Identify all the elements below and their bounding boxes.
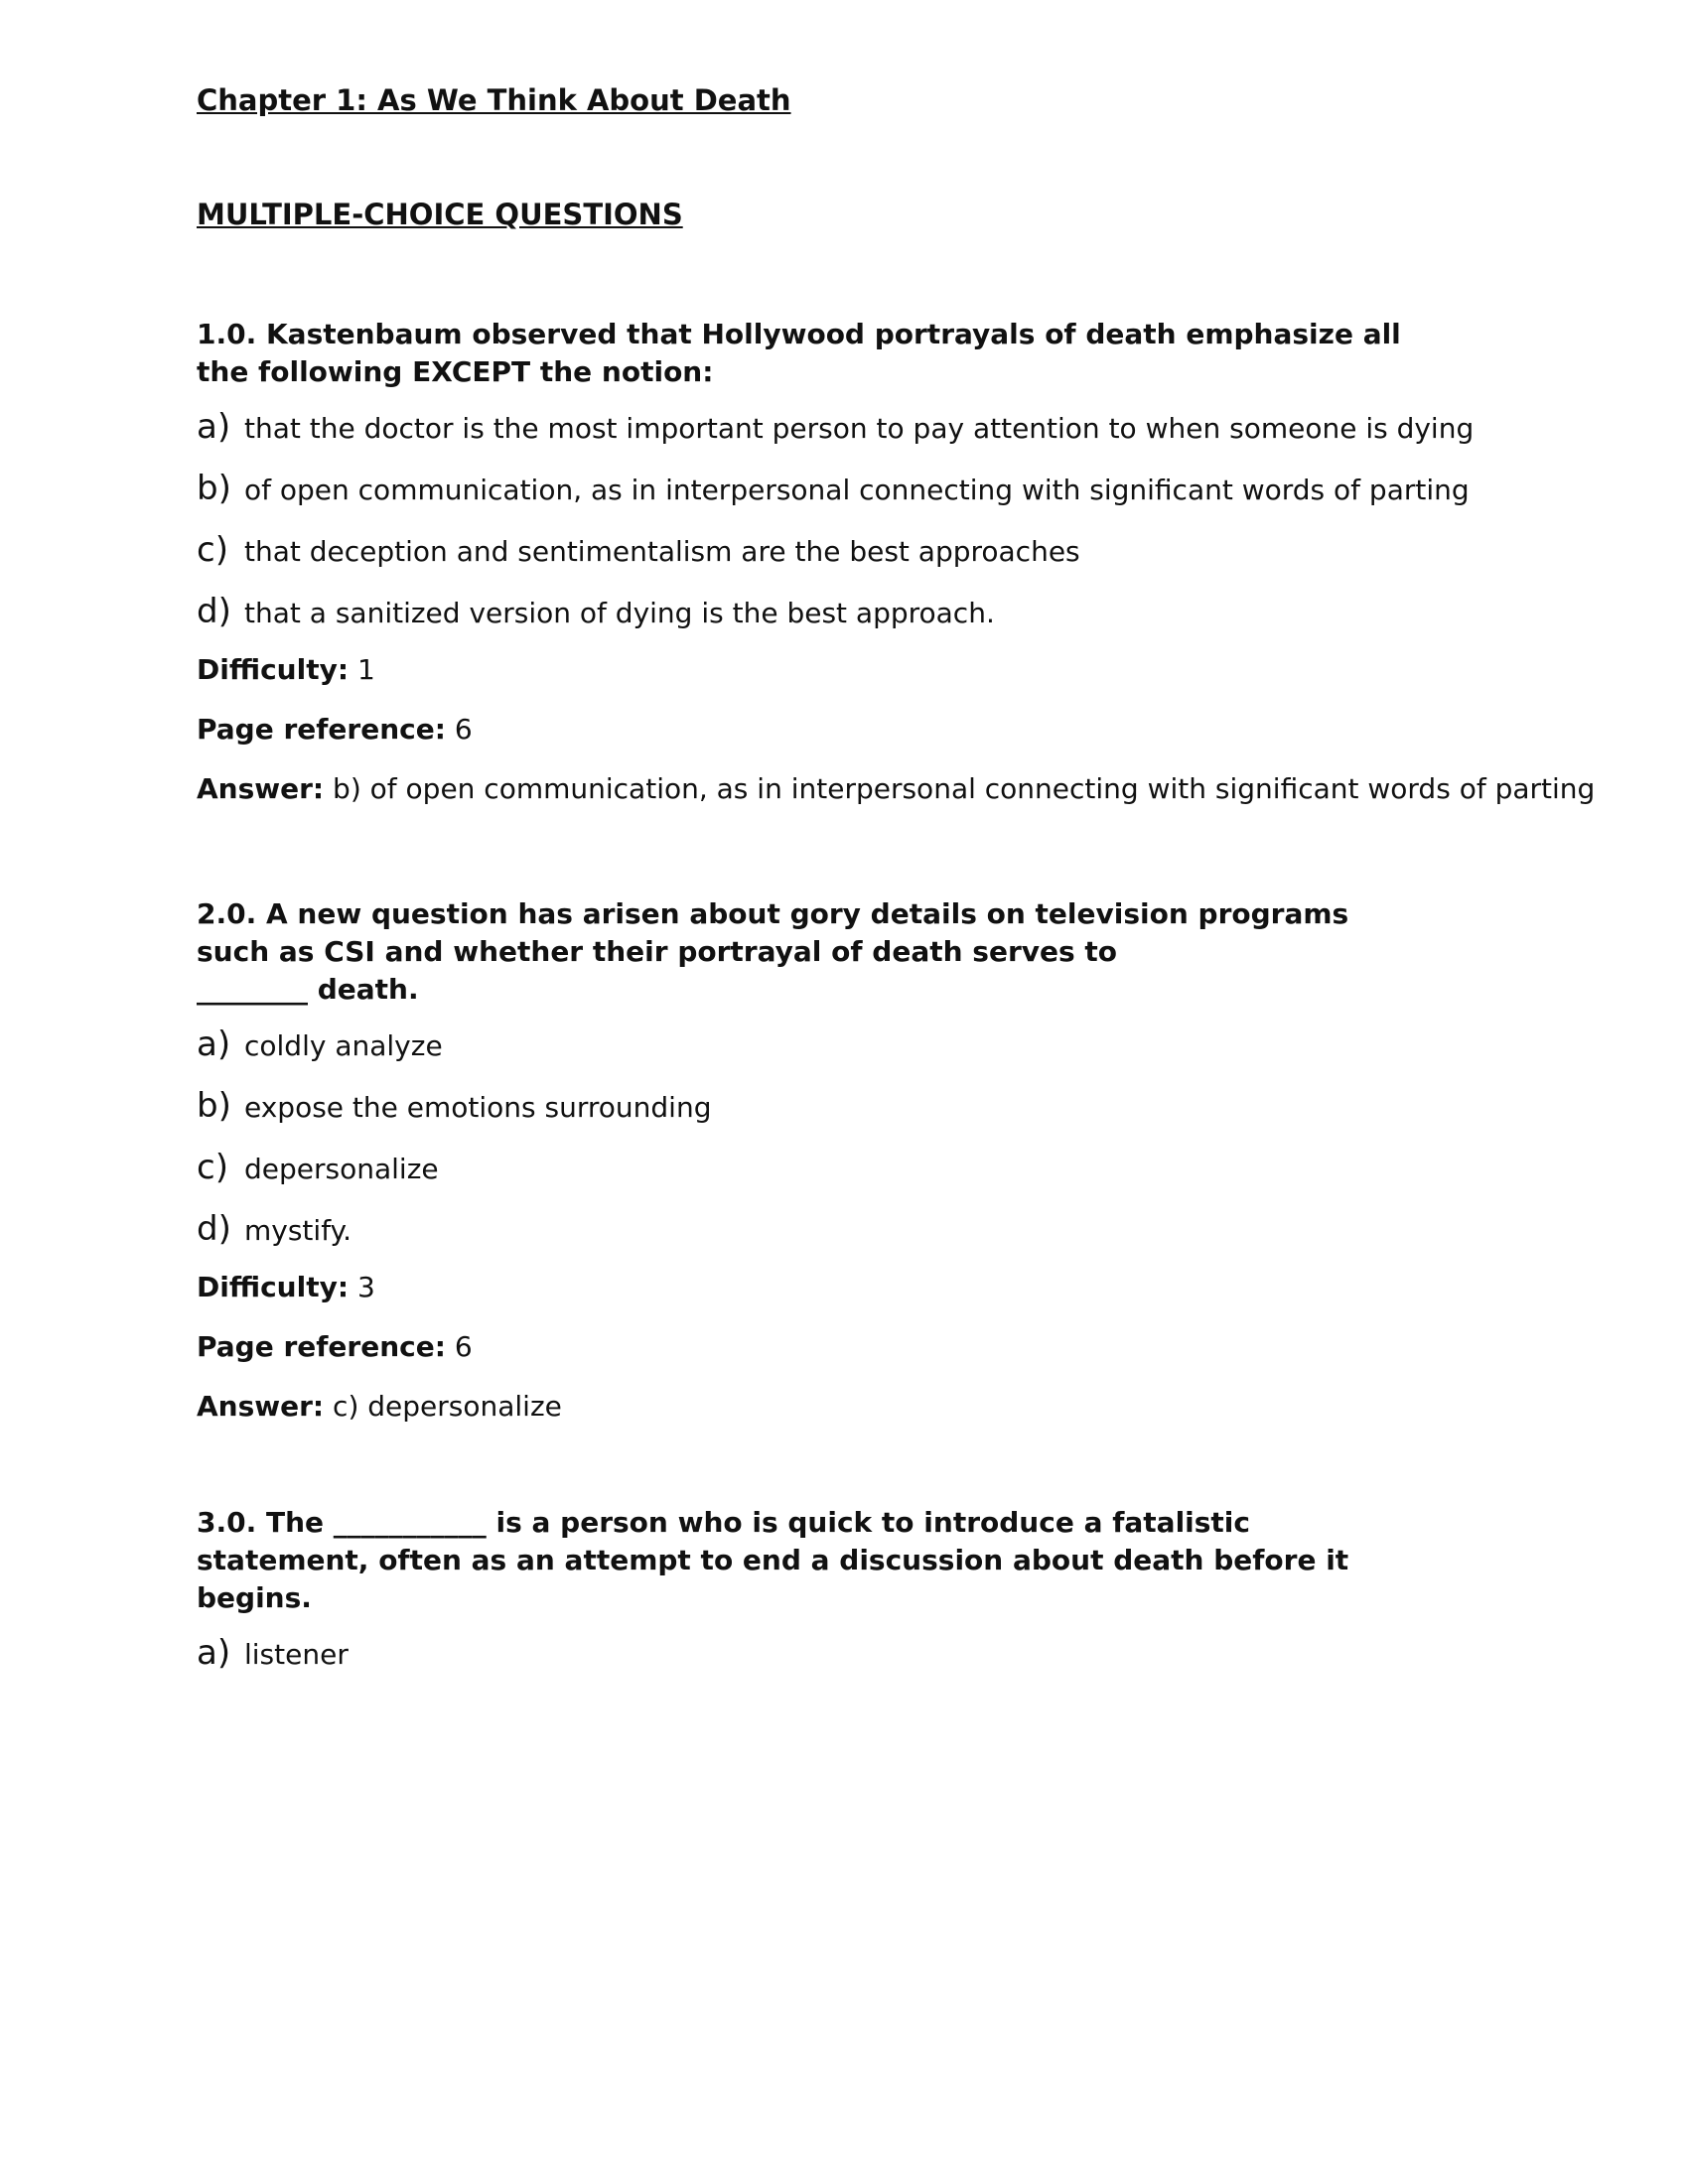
option-c <box>197 530 1547 592</box>
option-text: of open communication, as in interpersonal connecting with significant words of parting <box>244 474 1470 506</box>
option-text: listener <box>244 1638 349 1671</box>
question-3 <box>197 1504 1547 1695</box>
option-a <box>197 407 1547 469</box>
question-stem: 1.0. Kastenbaum observed that Hollywood portrayals of death emphasize all the following EXCEPT the notion: <box>197 318 1401 388</box>
answer-label: Answer: <box>197 772 325 805</box>
section-title: MULTIPLE-CHOICE QUESTIONS <box>197 198 683 231</box>
option-b <box>197 1086 1547 1148</box>
option-text: coldly analyze <box>244 1029 443 1062</box>
option-text: that deception and sentimentalism are the best approaches <box>244 535 1080 568</box>
question-1 <box>197 316 1596 832</box>
option-c <box>197 1148 1547 1209</box>
option-text: depersonalize <box>244 1153 439 1185</box>
option-letter: c) <box>197 530 228 570</box>
difficulty-label: Difficulty: <box>197 1271 350 1303</box>
option-b <box>197 469 1547 530</box>
answer <box>197 772 1596 832</box>
difficulty <box>197 1271 1547 1330</box>
option-letter: c) <box>197 1148 228 1187</box>
option-letter: a) <box>197 1633 231 1673</box>
option-letter: b) <box>197 1086 231 1126</box>
option-letter: d) <box>197 592 231 631</box>
option-d <box>197 592 1547 653</box>
page-reference-value: 6 <box>454 1330 473 1363</box>
option-letter: b) <box>197 469 231 508</box>
page-reference <box>197 1330 1547 1390</box>
answer-value: b) of open communication, as in interpersonal connecting with significant words of parting <box>333 772 1596 805</box>
option-text: that a sanitized version of dying is the best approach. <box>244 597 995 629</box>
option-a <box>197 1024 1547 1086</box>
option-text: that the doctor is the most important person to pay attention to when someone is dying <box>244 412 1475 445</box>
answer <box>197 1390 1547 1449</box>
option-a <box>197 1633 1547 1695</box>
question-stem: 2.0. A new question has arisen about gory details on television programs such as CSI and whether their portrayal of death serves to ________ death. <box>197 897 1349 1006</box>
option-text: expose the emotions surrounding <box>244 1091 712 1124</box>
question-2 <box>197 895 1547 1449</box>
difficulty <box>197 653 1547 713</box>
option-letter: a) <box>197 407 231 447</box>
difficulty-value: 3 <box>356 1271 375 1303</box>
answer-value: c) depersonalize <box>333 1390 562 1423</box>
page-reference-label: Page reference: <box>197 1330 446 1363</box>
difficulty-value: 1 <box>356 653 375 686</box>
question-stem: 3.0. The ___________ is a person who is quick to introduce a fatalistic statement, often as an attempt to end a discussion about death before it begins. <box>197 1506 1349 1614</box>
option-text: mystify. <box>244 1214 352 1247</box>
page-reference-value: 6 <box>454 713 473 746</box>
answer-label: Answer: <box>197 1390 325 1423</box>
chapter-title: Chapter 1: As We Think About Death <box>197 83 791 117</box>
page-reference-label: Page reference: <box>197 713 446 746</box>
difficulty-label: Difficulty: <box>197 653 350 686</box>
option-letter: a) <box>197 1024 231 1064</box>
option-d <box>197 1209 1547 1271</box>
page-reference <box>197 713 1547 772</box>
option-letter: d) <box>197 1209 231 1249</box>
